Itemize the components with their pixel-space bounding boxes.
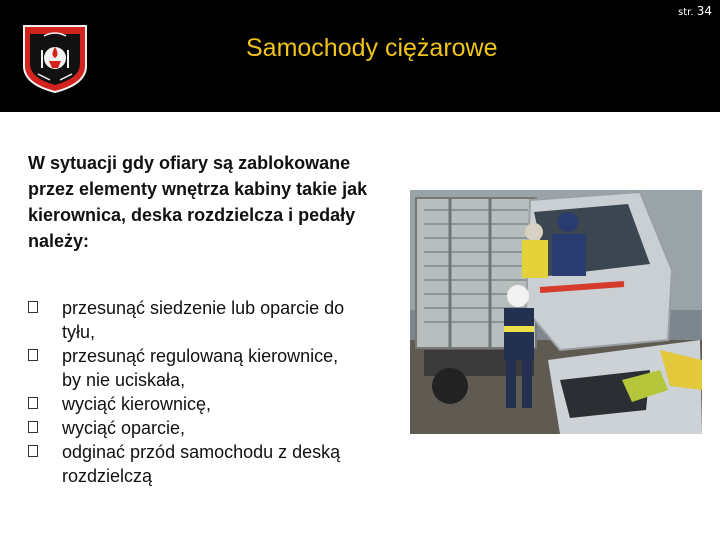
slide-header xyxy=(0,0,720,112)
list-item xyxy=(28,416,358,440)
bullet-text: wyciąć oparcie, xyxy=(62,418,186,438)
bullet-text: przesunąć regulowaną kierownice, by nie uciskała, xyxy=(62,346,339,390)
checkbox-icon xyxy=(28,397,38,409)
page-label: str. xyxy=(678,7,694,18)
bullet-text: odginać przód samochodu z deską rozdzielczą xyxy=(62,442,341,486)
checkbox-icon xyxy=(28,445,38,457)
bullet-text: wyciąć kierownicę, xyxy=(62,394,212,414)
list-item xyxy=(28,440,358,488)
intro-paragraph: W sytuacji gdy ofiary są zablokowane przez elementy wnętrza kabiny takie jak kierownica, deska rozdzielcza i pedały należy: xyxy=(28,153,368,251)
fire-brigade-logo xyxy=(20,22,90,94)
slide-title: Samochody ciężarowe xyxy=(246,34,498,62)
page-number-value: 34 xyxy=(696,4,712,18)
rescue-truck-photo xyxy=(410,190,702,434)
page-number xyxy=(678,4,712,18)
checkbox-icon xyxy=(28,301,38,313)
bullet-list xyxy=(28,296,358,488)
bullet-text: przesunąć siedzenie lub oparcie do tyłu, xyxy=(62,298,345,342)
list-item xyxy=(28,344,358,392)
checkbox-icon xyxy=(28,349,38,361)
list-item xyxy=(28,296,358,344)
list-item xyxy=(28,392,358,416)
checkbox-icon xyxy=(28,421,38,433)
